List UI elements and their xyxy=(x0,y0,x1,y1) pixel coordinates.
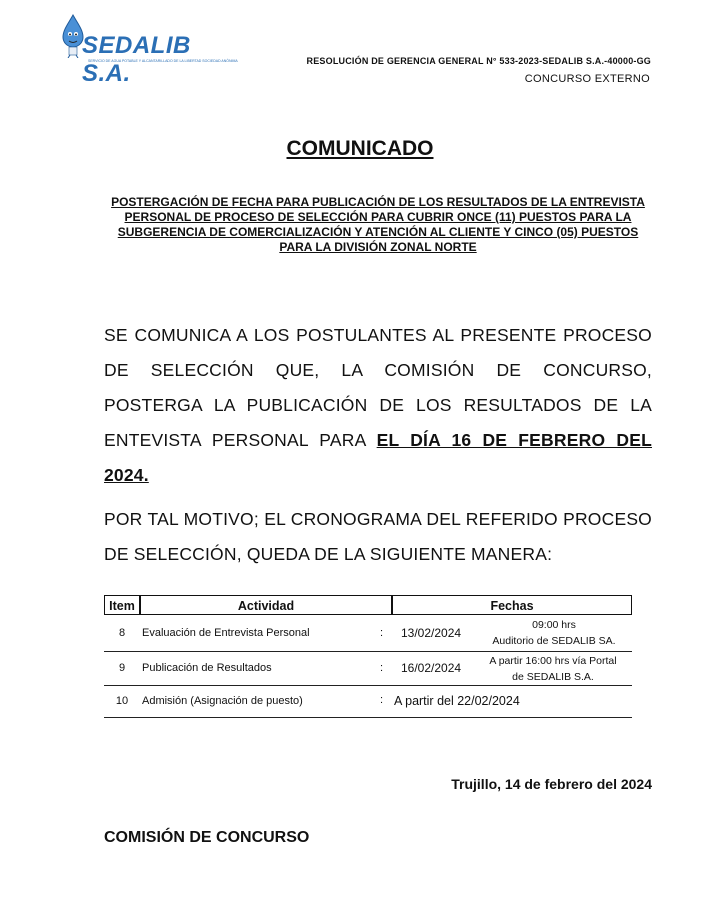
schedule-intro-paragraph: POR TAL MOTIVO; EL CRONOGRAMA DEL REFERIDO PROCESO DE SELECCIÓN, QUEDA DE LA SIGUIENTE MANERA: xyxy=(104,509,652,564)
table-header-activity: Actividad xyxy=(140,595,392,615)
row-item: 9 xyxy=(118,662,126,674)
signature-commission: COMISIÓN DE CONCURSO xyxy=(104,829,310,846)
schedule-table xyxy=(104,595,632,720)
row-activity: Publicación de Resultados xyxy=(142,662,272,674)
row-detail-line2: de SEDALIB S.A. xyxy=(512,671,594,683)
logo-tagline: SERVICIO DE AGUA POTABLE Y ALCANTARILLADO DE LA LIBERTAD SOCIEDAD ANÓNIMA xyxy=(88,59,238,63)
row-detail-line2: Auditorio de SEDALIB SA. xyxy=(492,635,616,647)
row-date: 13/02/2024 xyxy=(401,626,462,640)
announcement-highlight-date: EL DÍA 16 DE FEBRERO DEL 2024. xyxy=(104,430,652,485)
announcement-paragraph xyxy=(104,318,652,493)
row-detail-line1: A partir 16:00 hrs vía Portal xyxy=(489,655,617,667)
row-colon: : xyxy=(380,662,384,674)
row-activity: Evaluación de Entrevista Personal xyxy=(142,627,310,639)
page-title: COMUNICADO xyxy=(286,137,434,160)
contest-type: CONCURSO EXTERNO xyxy=(524,73,650,85)
row-detail-line1: 09:00 hrs xyxy=(532,619,576,631)
row-colon: : xyxy=(380,627,384,639)
table-header-dates: Fechas xyxy=(392,595,632,615)
table-header-item: Item xyxy=(104,595,140,615)
resolution-reference: RESOLUCIÓN DE GERENCIA GENERAL N° 533-2023-SEDALIB S.A.-40000-GG xyxy=(306,56,651,66)
announcement-text: SE COMUNICA A LOS POSTULANTES AL PRESENTE PROCESO DE SELECCIÓN QUE, LA COMISIÓN DE CONCURSO, POSTERGA LA PUBLICACIÓN DE LOS RESULTADOS DE LA ENTEVISTA PERSONAL PARA xyxy=(104,325,652,450)
table-row xyxy=(104,617,632,652)
row-colon: : xyxy=(380,694,384,706)
table-row xyxy=(104,653,632,686)
document-subtitle: POSTERGACIÓN DE FECHA PARA PUBLICACIÓN DE LOS RESULTADOS DE LA ENTREVISTA PERSONAL DE PROCESO DE SELECCIÓN PARA CUBRIR ONCE (11) PUESTOS PARA LA SUBGERENCIA DE COMERCIALIZACIÓN Y ATENCIÓN AL CLIENTE Y CINCO (05) PUESTOS PARA LA DIVISIÓN ZONAL NORTE xyxy=(111,195,645,254)
row-activity: Admisión (Asignación de puesto) xyxy=(142,695,303,707)
row-item: 10 xyxy=(115,695,129,707)
company-logo xyxy=(60,14,238,87)
city-date: Trujillo, 14 de febrero del 2024 xyxy=(451,776,652,792)
table-row xyxy=(104,687,632,718)
row-date: 16/02/2024 xyxy=(401,661,462,675)
row-item: 8 xyxy=(118,627,126,639)
row-date: A partir del 22/02/2024 xyxy=(394,694,520,708)
logo-wordmark: SEDALIB S.A. xyxy=(82,32,191,87)
